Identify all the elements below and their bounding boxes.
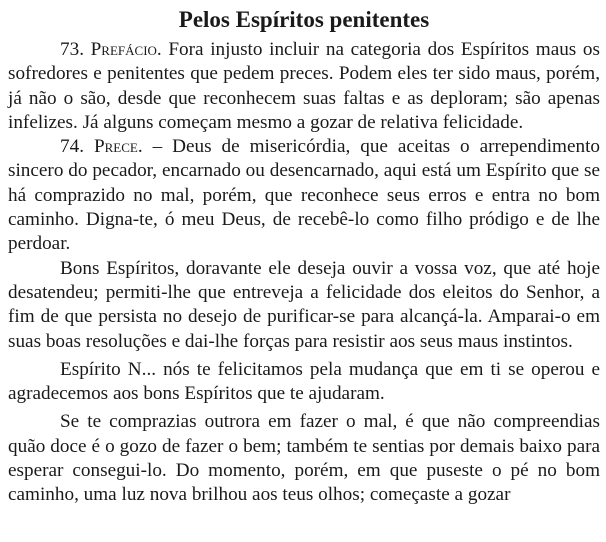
document-page [8,6,600,508]
section-label: Prece. [93,136,143,158]
body-paragraph: Espírito N... nós te felicitamos pela mudança que em ti se operou e agradecemos aos bons Espíritos que te ajudaram. [8,358,600,405]
section-number: 74. [60,136,84,158]
section-74-paragraph [8,135,600,256]
section-73-paragraph [8,38,600,135]
section-label: Prefácio. [90,39,162,60]
page-title: Pelos Espíritos penitentes [178,7,430,32]
section-text: – Deus de misericórdia, que aceitas o arrependimento sincero do pecador, encarnado ou desencarnado, aqui está um Espírito que se há comprazido no mal, porém, que reconhece seus erros e entra no bom caminho. Digna-te, ó meu Deus, de recebê-lo como filho pródigo e de lhe perdoar. [8,136,600,255]
section-text: Fora injusto incluir na categoria dos Espíritos maus os sofredores e penitentes que pedem preces. Podem eles ter sido maus, porém, já não o são, desde que reconhecem suas faltas e as deploram; são apenas infelizes. Já alguns começam mesmo a gozar de relativa felicidade. [8,39,600,133]
section-number: 73. [60,39,84,60]
body-paragraph: Se te comprazias outrora em fazer o mal, é que não compreendias quão doce é o gozo de fazer o bem; também te sentias por demais baixo para esperar consegui-lo. Do momento, porém, em que puseste o pé no bom caminho, uma luz nova brilhou aos teus olhos; começaste a gozar [8,411,600,506]
body-paragraph: Bons Espíritos, doravante ele deseja ouvir a vossa voz, que até hoje desatendeu; permiti-lhe que entreveja a felicidade dos eleitos do Senhor, a fim de que persista no desejo de purificar-se para alcançá-la. Amparai-o em suas boas resoluções e dai-lhe forças para resistir aos seus maus instintos. [8,257,600,352]
